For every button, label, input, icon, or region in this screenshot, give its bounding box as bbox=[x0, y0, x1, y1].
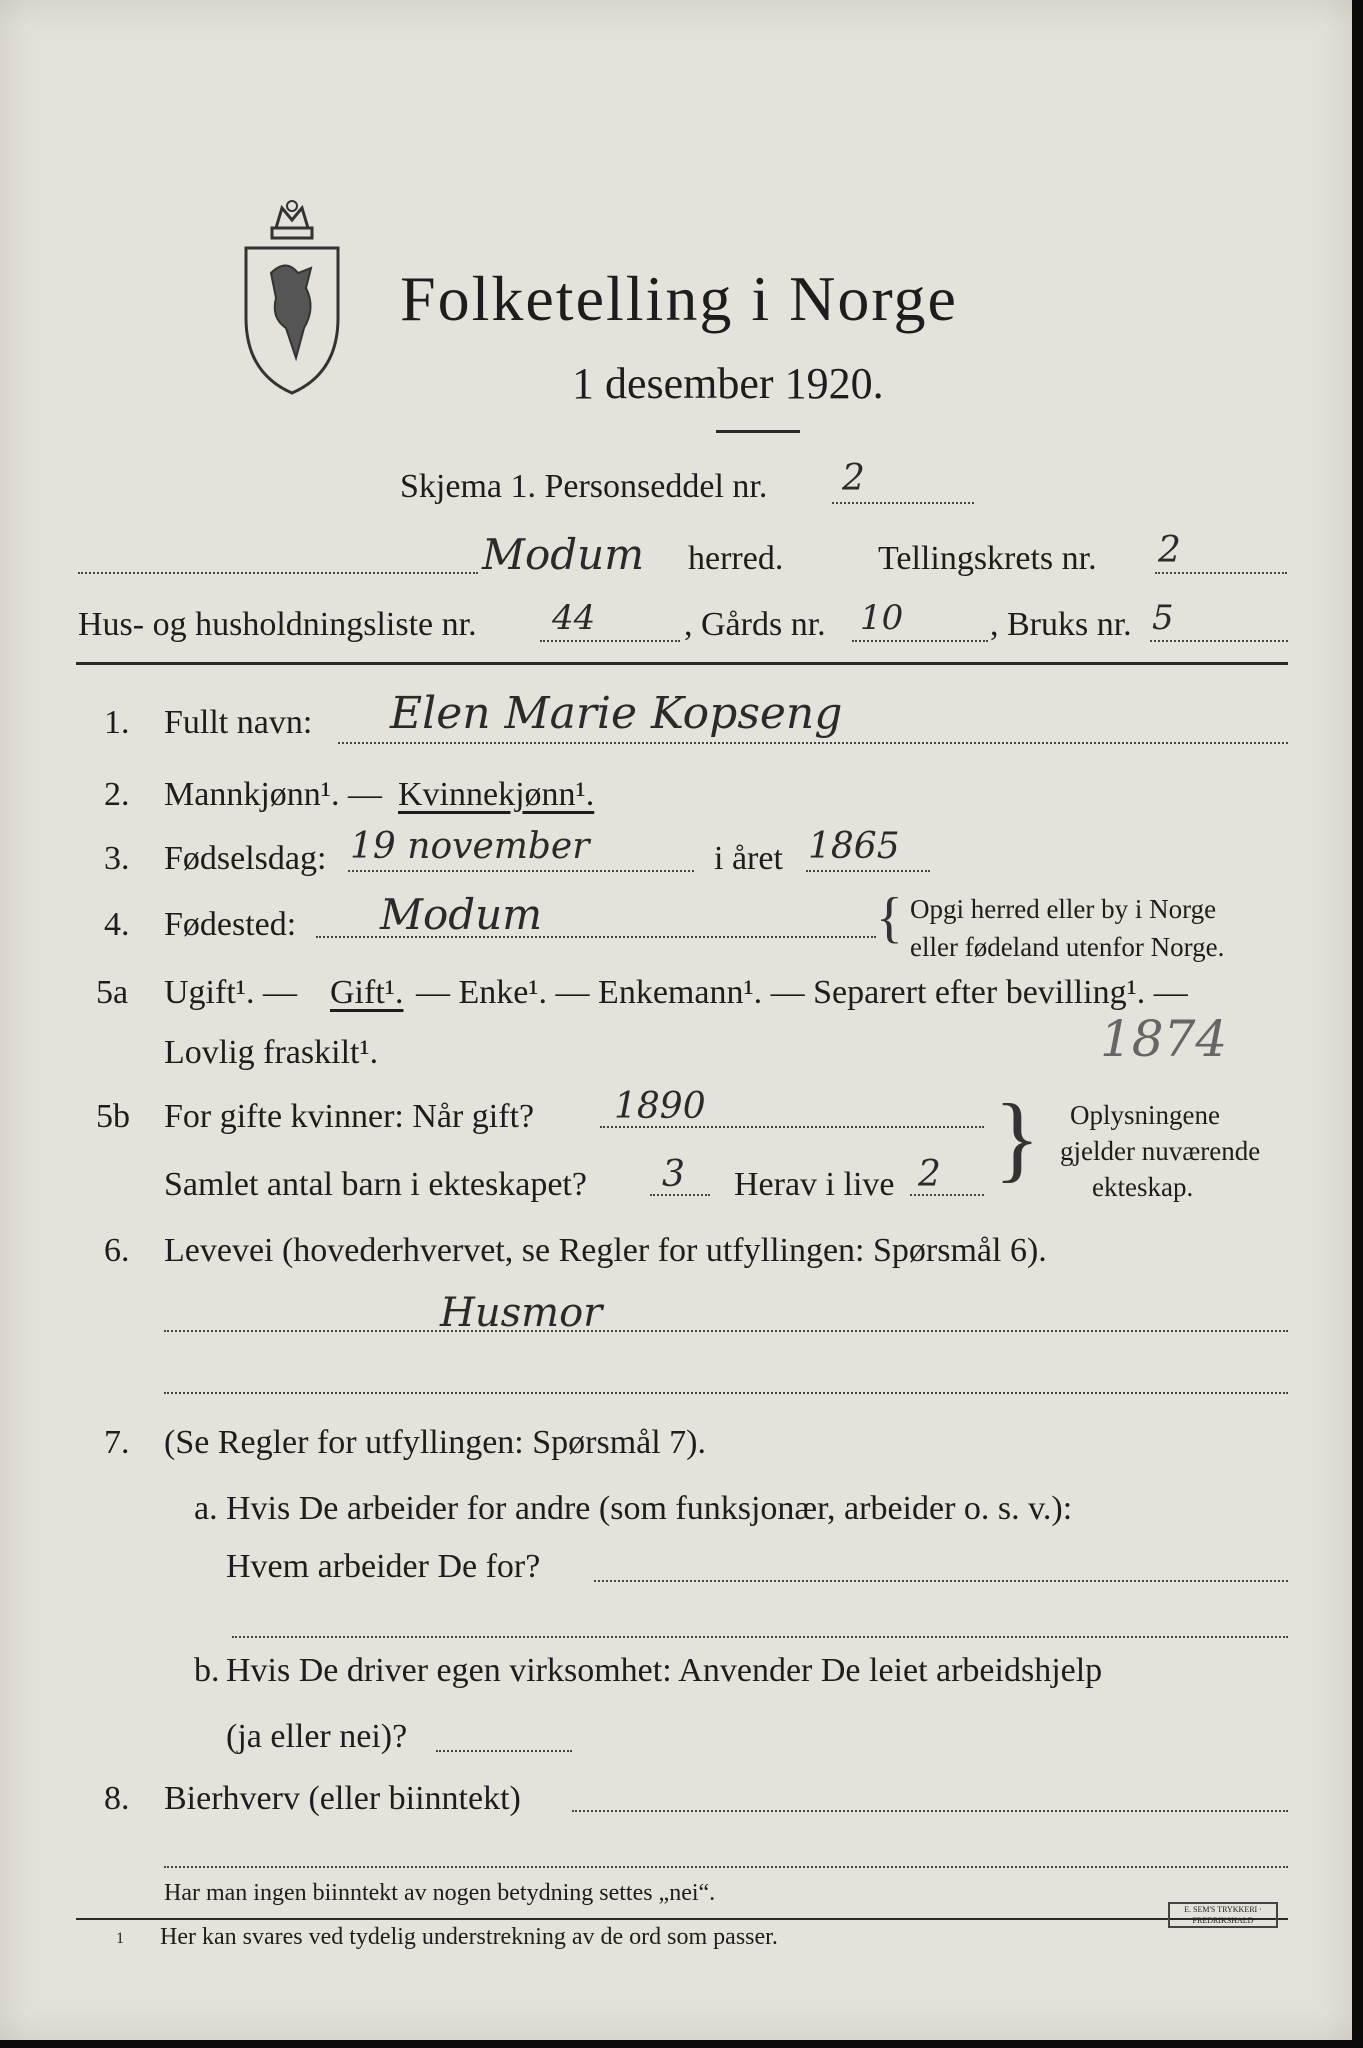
brace-icon: { bbox=[876, 887, 903, 949]
header-rule bbox=[76, 662, 1288, 665]
birthplace-field[interactable] bbox=[316, 936, 876, 938]
norway-coat-of-arms-icon bbox=[236, 198, 348, 398]
gards-value[interactable]: 10 bbox=[860, 598, 904, 638]
employer-field-2[interactable] bbox=[232, 1636, 1288, 1638]
bruks-label: , Bruks nr. bbox=[990, 606, 1132, 643]
full-name-value[interactable]: Elen Marie Kopseng bbox=[390, 688, 843, 739]
herred-value[interactable]: Modum bbox=[482, 530, 645, 579]
bruks-value[interactable]: 5 bbox=[1152, 598, 1174, 638]
side-income-field[interactable] bbox=[572, 1810, 1288, 1812]
alive-label: Herav i live bbox=[734, 1166, 895, 1203]
tellingskrets-value[interactable]: 2 bbox=[1158, 530, 1181, 571]
title-divider bbox=[716, 430, 800, 433]
married-year-field[interactable] bbox=[600, 1126, 984, 1128]
census-date: 1 desember 1920. bbox=[572, 359, 884, 408]
occupation-field[interactable] bbox=[164, 1330, 1288, 1332]
gards-label: , Gårds nr. bbox=[684, 606, 826, 643]
footnote-text: Her kan svares ved tydelig understrekning av de ord som passer. bbox=[160, 1924, 778, 1950]
birthplace-note-1: Opgi herred eller by i Norge bbox=[910, 894, 1217, 924]
q5b-number: 5b bbox=[96, 1098, 130, 1135]
schema-label: Skjema 1. Personseddel nr. bbox=[400, 468, 768, 505]
year-label: i året bbox=[714, 840, 783, 877]
footnote-number: 1 bbox=[116, 1930, 124, 1947]
tellingskrets-label: Tellingskrets nr. bbox=[878, 540, 1097, 577]
q5b-label: For gifte kvinner: Når gift? bbox=[164, 1098, 535, 1135]
footer-rule bbox=[76, 1918, 1288, 1920]
q7b-letter: b. bbox=[194, 1652, 220, 1689]
occupation-value[interactable]: Husmor bbox=[440, 1290, 603, 1336]
hus-label: Hus- og husholdningsliste nr. bbox=[78, 606, 477, 643]
q7-label: (Se Regler for utfyllingen: Spørsmål 7). bbox=[164, 1424, 707, 1461]
bruks-field[interactable] bbox=[1150, 640, 1288, 642]
tellingskrets-field[interactable] bbox=[1155, 572, 1287, 574]
personseddel-nr-value[interactable]: 2 bbox=[842, 458, 865, 499]
option-female-selected[interactable]: Kvinnekjønn¹. bbox=[398, 776, 595, 813]
herred-label: herred. bbox=[688, 540, 784, 577]
q7a-letter: a. bbox=[194, 1490, 218, 1527]
q7b-text-2: (ja eller nei)? bbox=[226, 1718, 408, 1755]
option-fraskilt[interactable]: Lovlig fraskilt¹. bbox=[164, 1034, 379, 1071]
employer-field[interactable] bbox=[594, 1580, 1288, 1582]
children-field[interactable] bbox=[650, 1194, 710, 1196]
marriage-note-1: Oplysningene bbox=[1070, 1100, 1220, 1130]
option-ugift[interactable]: Ugift¹. — bbox=[164, 974, 297, 1011]
personseddel-nr-field[interactable] bbox=[832, 502, 974, 504]
q2-number: 2. bbox=[104, 776, 130, 813]
children-label: Samlet antal barn i ekteskapet? bbox=[164, 1166, 587, 1203]
hus-value[interactable]: 44 bbox=[552, 598, 596, 638]
marriage-note-3: ekteskap. bbox=[1092, 1172, 1194, 1202]
alive-field[interactable] bbox=[910, 1194, 984, 1196]
birth-year-field[interactable] bbox=[806, 870, 930, 872]
gards-field[interactable] bbox=[852, 640, 988, 642]
option-gift-selected[interactable]: Gift¹. bbox=[330, 974, 404, 1011]
q7a-text-2: Hvem arbeider De for? bbox=[226, 1548, 541, 1585]
q4-number: 4. bbox=[104, 906, 130, 943]
children-value[interactable]: 3 bbox=[662, 1154, 685, 1195]
q4-label: Fødested: bbox=[164, 906, 297, 943]
q6-number: 6. bbox=[104, 1232, 130, 1269]
margin-note: 1874 bbox=[1100, 1010, 1228, 1068]
q3-label: Fødselsdag: bbox=[164, 840, 327, 877]
married-year-value[interactable]: 1890 bbox=[614, 1086, 706, 1127]
q3-number: 3. bbox=[104, 840, 130, 877]
hired-help-field[interactable] bbox=[436, 1750, 572, 1752]
q1-number: 1. bbox=[104, 704, 130, 741]
occupation-field-2[interactable] bbox=[164, 1392, 1288, 1394]
printer-stamp: E. SEM'S TRYKKERI · FREDRIKSHALD bbox=[1168, 1902, 1278, 1928]
q5a-number: 5a bbox=[96, 974, 129, 1011]
alive-value[interactable]: 2 bbox=[918, 1154, 941, 1195]
form-title: Folketelling i Norge bbox=[400, 263, 958, 334]
birthplace-value[interactable]: Modum bbox=[380, 890, 543, 939]
side-income-field-2[interactable] bbox=[164, 1866, 1288, 1868]
q8-number: 8. bbox=[104, 1780, 130, 1817]
hus-field[interactable] bbox=[540, 640, 680, 642]
q7a-text: Hvis De arbeider for andre (som funksjonær, arbeider o. s. v.): bbox=[226, 1490, 1073, 1527]
q7b-text: Hvis De driver egen virksomhet: Anvender De leiet arbeidshjelp bbox=[226, 1652, 1103, 1689]
q6-label: Levevei (hovederhvervet, se Regler for utfyllingen: Spørsmål 6). bbox=[164, 1232, 1047, 1269]
brace-icon: } bbox=[994, 1084, 1041, 1191]
birthday-value[interactable]: 19 november bbox=[350, 826, 590, 867]
birth-year-value[interactable]: 1865 bbox=[808, 826, 900, 867]
herred-leader bbox=[78, 572, 478, 574]
birthday-field[interactable] bbox=[348, 870, 694, 872]
marriage-note-2: gjelder nuværende bbox=[1060, 1136, 1261, 1166]
option-male[interactable]: Mannkjønn¹. — bbox=[164, 776, 382, 813]
q8-label: Bierhverv (eller biinntekt) bbox=[164, 1780, 521, 1817]
birthplace-note-2: eller fødeland utenfor Norge. bbox=[910, 932, 1225, 962]
footer-note: Har man ingen biinntekt av nogen betydning settes „nei“. bbox=[164, 1880, 716, 1906]
full-name-field[interactable] bbox=[338, 742, 1288, 744]
q1-label: Fullt navn: bbox=[164, 704, 313, 741]
q7-number: 7. bbox=[104, 1424, 130, 1461]
marital-options[interactable]: — Enke¹. — Enkemann¹. — Separert efter bevilling¹. — bbox=[416, 974, 1188, 1011]
